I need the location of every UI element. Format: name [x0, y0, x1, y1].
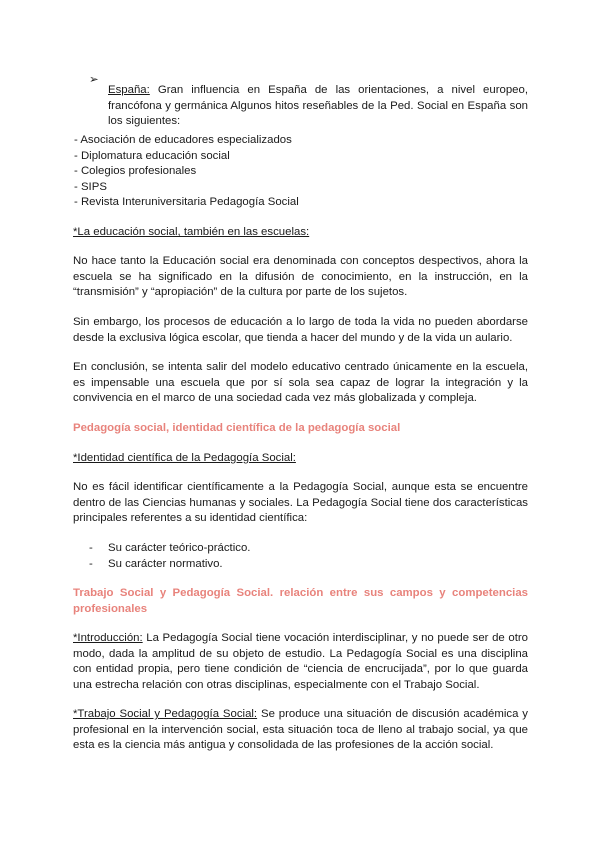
introduccion-label: *Introducción: — [73, 632, 143, 644]
espana-label: España: — [108, 84, 150, 97]
list-item — [89, 557, 223, 573]
list-item-text: Su carácter normativo. — [108, 557, 223, 570]
trabajo-pedagogia-paragraph — [73, 707, 528, 754]
hito-item: - Colegios profesionales — [74, 165, 197, 177]
dash-bullet: - — [89, 542, 93, 554]
identidad-paragraph: No es fácil identificar científicamente a la Pedagogía Social, aunque esta se encuentre dentro de las Ciencias humanas y sociales. La Pedagogía Social tiene dos características principales referentes a su identidad científica: — [73, 481, 528, 524]
list-item-text: Su carácter teórico-práctico. — [108, 542, 251, 554]
dash-bullet: - — [89, 557, 93, 570]
hito-item: - Asociación de educadores especializados — [74, 134, 292, 146]
escuela-paragraph-1: No hace tanto la Educación social era denominada con conceptos despectivos, ahora la escuela se ha significado en la difusión de conocimiento, en la instrucción, en la “transmisión” y “apropiación” de la cultura por parte de los sujetos. — [73, 255, 528, 298]
escuela-paragraph-2: Sin embargo, los procesos de educación a lo largo de toda la vida no pueden abordarse desde la exclusiva lógica escolar, que tienda a hacer del mundo y de la vida un aulario. — [73, 316, 528, 344]
trabajo-pedagogia-label: *Trabajo Social y Pedagogía Social: — [73, 708, 258, 720]
identidad-heading: Pedagogía social, identidad científica de la pedagogía social — [73, 422, 401, 434]
hito-item: - SIPS — [74, 180, 107, 193]
introduccion-paragraph — [73, 631, 528, 693]
hito-item: - Revista Interuniversitaria Pedagogía Social — [74, 196, 299, 208]
espana-text: Gran influencia en España de las orientaciones, a nivel europeo, francófona y germánica Algunos hitos reseñables de la Ped. Social en España son los siguientes: — [108, 84, 528, 128]
arrow-bullet-icon: ➢ — [89, 74, 99, 86]
trabajo-pedagogia-text: Se produce una situación de discusión académica y profesional en la intervención social, esta situación toca de lleno al trabajo social, ya que esta es la ciencia más antigua y consolidada de las profesiones de la acción social. — [73, 708, 529, 751]
introduccion-text: La Pedagogía Social tiene vocación interdisciplinar, y no puede ser de otro modo, dada la amplitud de su objeto de estudio. La Pedagogía Social es una disciplina con entidad propia, pero tiene condición de “ciencia de encrucijada”, por lo que guarda una estrecha relación con otras disciplinas, especialmente con el Trabajo Social. — [73, 632, 528, 691]
escuela-title: *La educación social, también en las escuelas: — [73, 226, 310, 238]
hito-item: - Diplomatura educación social — [74, 149, 230, 162]
escuela-paragraph-3: En conclusión, se intenta salir del modelo educativo centrado únicamente en la escuela, es impensable una escuela que por sí sola sea capaz de lograr la integración y la convivencia en el marco de una sociedad cada vez más globalizada y compleja. — [73, 361, 528, 404]
espana-paragraph — [108, 83, 528, 130]
list-item — [89, 541, 250, 557]
identidad-subtitle: *Identidad científica de la Pedagogía Social: — [73, 452, 296, 464]
trabajo-heading: Trabajo Social y Pedagogía Social. relación entre sus campos y competencias profesionales — [73, 587, 528, 615]
